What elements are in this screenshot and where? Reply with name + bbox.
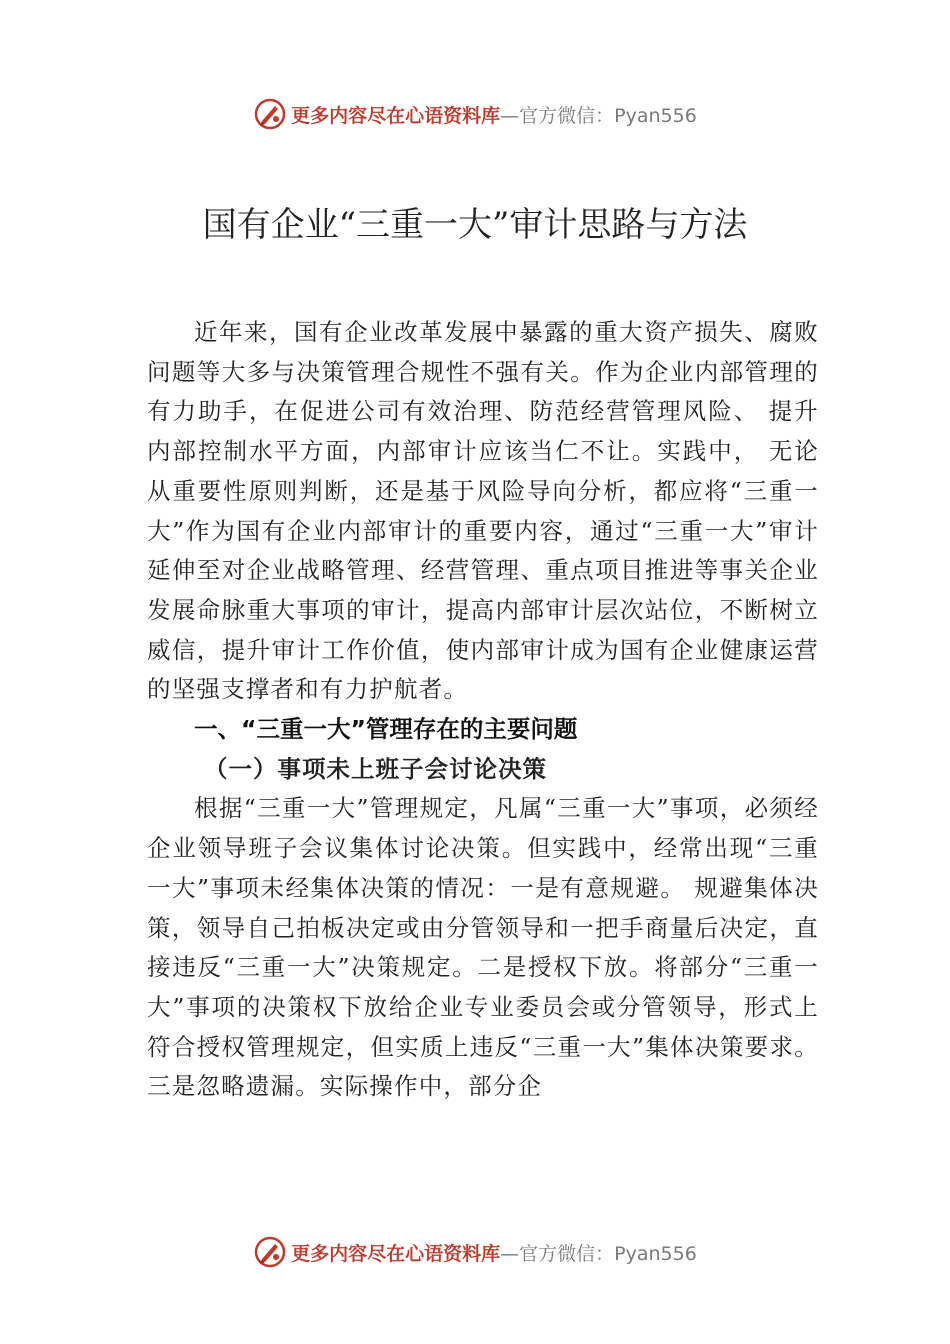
section-heading-1: 一、“三重一大”管理存在的主要问题 xyxy=(194,715,578,744)
watermark-gray-text: —官方微信：Pyan556 xyxy=(500,1242,697,1265)
watermark-red-text: 更多内容尽在心语资料库 xyxy=(291,1242,501,1265)
intro-paragraph: 近年来，国有企业改革发展中暴露的重大资产损失、腐败问题等大多与决策管理合规性不强有关。作为企业内部管理的有力助手，在促进公司有效治理、防范经营管理风险、 提升内部控制水平方面，内部审计应该当仁不让。实践中， 无论从重要性原则判断，还是基于风险导向分析，都应将“三重一大”作为国有企业内部审计的重要内容，通过“三重一大”审计延伸至对企业战略管理、经营管理、重点项目推进等事关企业发展命脉重大事项的审计，提高内部审计层次站位，不断树立威信，提升审计工作价值，使内部审计成为国有企业健康运营的坚强支撑者和有力护航者。 xyxy=(147,318,819,704)
watermark-red-text: 更多内容尽在心语资料库 xyxy=(291,104,501,127)
watermark-footer xyxy=(0,1232,950,1272)
document-title: 国有企业“三重一大”审计思路与方法 xyxy=(202,205,748,245)
watermark-gray-text: —官方微信：Pyan556 xyxy=(500,104,697,127)
watermark-header xyxy=(0,94,950,134)
pen-seal-logo-icon xyxy=(253,97,287,131)
subsection-paragraph-1: 根据“三重一大”管理规定，凡属“三重一大”事项，必须经企业领导班子会议集体讨论决策。但实践中，经常出现“三重一大”事项未经集体决策的情况：一是有意规避。 规避集体决策，领导自己拍板决定或由分管领导和一把手商量后决定，直接违反“三重一大”决策规定。二是授权下放。将部分“三重一大”事项的决策权下放给企业专业委员会或分管领导，形式上符合授权管理规定，但实质上违反“三重一大”集体决策要求。三是忽略遗漏。实际操作中，部分企 xyxy=(147,794,819,1101)
document-body xyxy=(147,313,819,1107)
pen-seal-logo-icon xyxy=(253,1235,287,1269)
subsection-heading-1: （一）事项未上班子会讨论决策 xyxy=(204,754,547,783)
